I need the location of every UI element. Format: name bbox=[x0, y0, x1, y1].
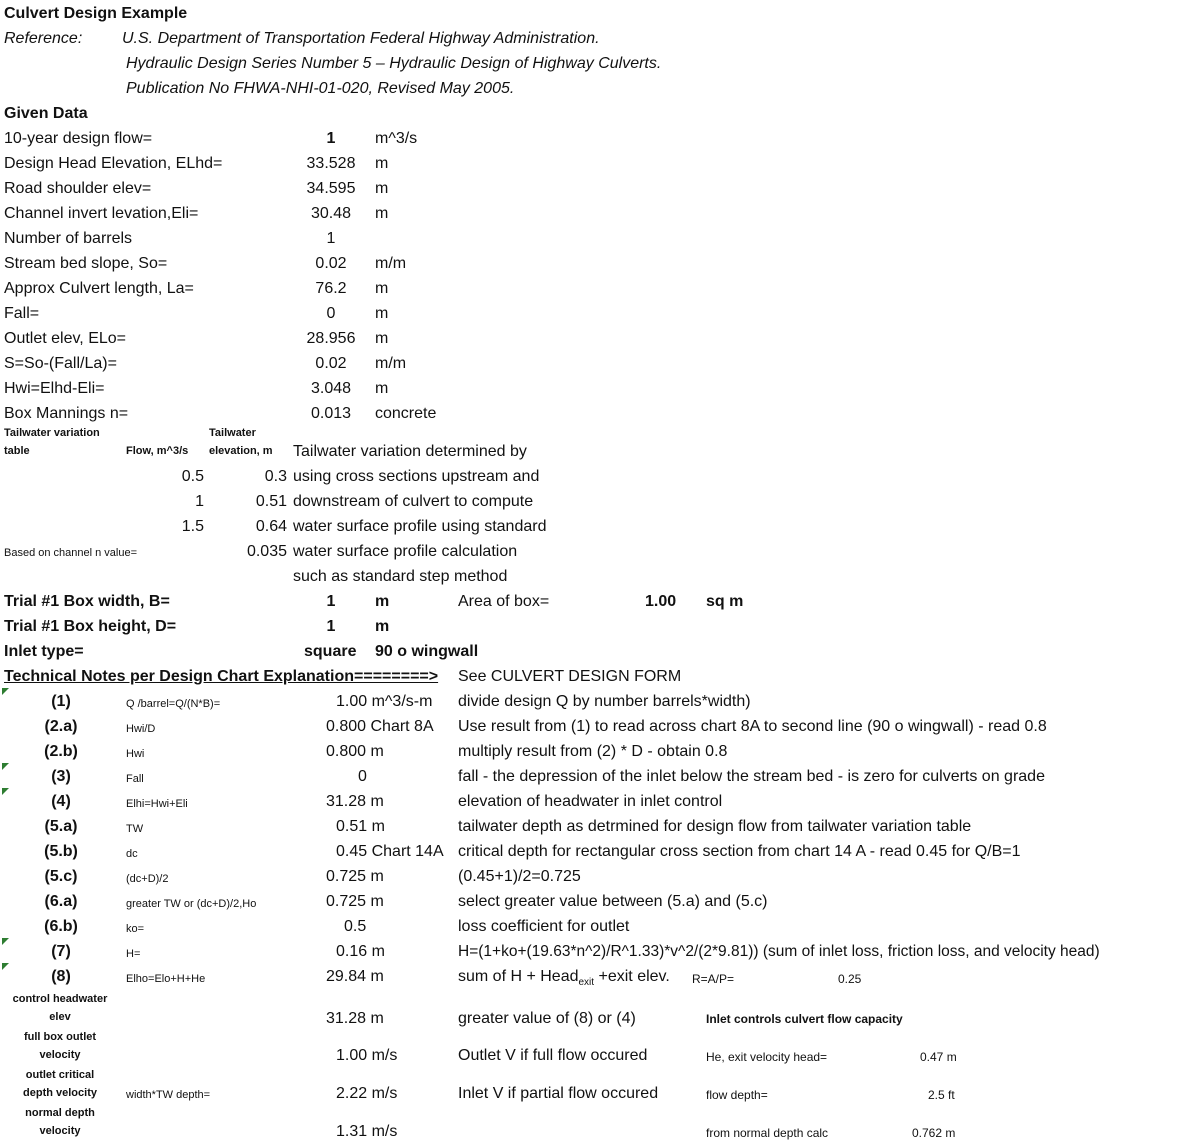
summary-label: control headwater bbox=[12, 993, 108, 1005]
given-unit: m/m bbox=[375, 255, 407, 272]
elev-cell: 0.3 bbox=[264, 468, 287, 485]
reference-label: Reference: bbox=[4, 30, 83, 47]
comment-marker bbox=[2, 788, 9, 795]
given-label: Fall= bbox=[4, 305, 40, 322]
step-value: 0 bbox=[358, 768, 367, 785]
summary-value: 2.22 m/s bbox=[336, 1085, 398, 1102]
step-formula: greater TW or (dc+D)/2,Ho bbox=[126, 898, 257, 910]
summary-label: outlet critical bbox=[25, 1069, 95, 1081]
step-description: tailwater depth as detrmined for design flow from tailwater variation table bbox=[458, 818, 972, 835]
summary-note-value: 0.47 m bbox=[920, 1050, 957, 1064]
step-value: 0.45 Chart 14A bbox=[336, 843, 444, 860]
given-unit: m bbox=[375, 330, 389, 347]
step-value: 0.725 m bbox=[326, 868, 384, 885]
given-value: 0.02 bbox=[315, 355, 347, 372]
design-form-ref: See CULVERT DESIGN FORM bbox=[458, 668, 682, 685]
summary-note: flow depth= bbox=[706, 1088, 768, 1102]
given-unit: m bbox=[375, 380, 389, 397]
summary-value: 31.28 m bbox=[326, 1010, 384, 1027]
given-unit: m bbox=[375, 305, 389, 322]
summary-formula: width*TW depth= bbox=[126, 1089, 211, 1101]
step-description: Use result from (1) to read across chart 8A to second line (90 o wingwall) - read 0.8 bbox=[458, 718, 1047, 735]
step-value: 0.16 m bbox=[336, 943, 385, 960]
step-formula: Elhi=Hwi+Eli bbox=[126, 798, 188, 810]
elev-cell: 0.64 bbox=[255, 518, 287, 535]
tech-notes-heading: Technical Notes per Design Chart Explanation========> bbox=[4, 668, 439, 685]
step-number: (8) bbox=[51, 968, 71, 985]
given-unit: m^3/s bbox=[375, 130, 418, 147]
given-label: Approx Culvert length, La= bbox=[4, 280, 194, 297]
elevation-col-header: elevation, m bbox=[209, 445, 273, 457]
page-title: Culvert Design Example bbox=[4, 5, 188, 22]
tailwater-label: Tailwater variation bbox=[4, 427, 100, 439]
step-formula: Elho=Elo+H+He bbox=[126, 973, 206, 985]
step-description: fall - the depression of the inlet below the stream bed - is zero for culverts on grade bbox=[458, 768, 1045, 785]
step-formula: TW bbox=[126, 823, 144, 835]
step-description: divide design Q by number barrels*width) bbox=[458, 693, 751, 710]
given-value: 76.2 bbox=[315, 280, 347, 297]
step-value: 0.800 Chart 8A bbox=[326, 718, 434, 735]
step-formula: Fall bbox=[126, 773, 144, 785]
inlet-type-desc: 90 o wingwall bbox=[375, 643, 479, 660]
tailwater-note: downstream of culvert to compute bbox=[293, 493, 534, 510]
given-value: 30.48 bbox=[310, 205, 352, 222]
summary-label-2: velocity bbox=[39, 1125, 81, 1137]
step-description: elevation of headwater in inlet control bbox=[458, 793, 723, 810]
step-number: (1) bbox=[51, 693, 71, 710]
given-label: Box Mannings n= bbox=[4, 405, 129, 422]
tailwater-note: water surface profile using standard bbox=[293, 518, 547, 535]
summary-note: Inlet controls culvert flow capacity bbox=[706, 1012, 903, 1026]
step-formula: (dc+D)/2 bbox=[126, 873, 169, 885]
step-value: 0.800 m bbox=[326, 743, 384, 760]
step-number: (2.a) bbox=[44, 718, 78, 735]
comment-marker bbox=[2, 963, 9, 970]
step-formula: Hwi bbox=[126, 748, 145, 760]
given-value: 34.595 bbox=[306, 180, 356, 197]
step-number: (5.b) bbox=[44, 843, 78, 860]
comment-marker bbox=[2, 763, 9, 770]
given-label: Design Head Elevation, ELhd= bbox=[4, 155, 223, 172]
step-formula: H= bbox=[126, 948, 141, 960]
given-value: 3.048 bbox=[310, 380, 352, 397]
step-description: (0.45+1)/2=0.725 bbox=[458, 868, 581, 885]
step-description bbox=[458, 969, 670, 988]
summary-label: normal depth bbox=[25, 1107, 95, 1119]
given-value: 1 bbox=[326, 130, 336, 147]
summary-label-2: elev bbox=[49, 1011, 71, 1023]
box-height-label: Trial #1 Box height, D= bbox=[4, 618, 177, 635]
flow-cell: 1 bbox=[195, 493, 204, 510]
reference-line-1: U.S. Department of Transportation Federal Highway Administration. bbox=[122, 30, 600, 47]
step-description: critical depth for rectangular cross section from chart 14 A - read 0.45 for Q/B=1 bbox=[458, 843, 1021, 860]
tailwater-note: Tailwater variation determined by bbox=[293, 443, 527, 460]
given-label: Outlet elev, ELo= bbox=[4, 330, 126, 347]
step-number: (3) bbox=[51, 768, 71, 785]
box-height-value: 1 bbox=[326, 618, 336, 635]
given-value: 0.02 bbox=[315, 255, 347, 272]
channel-n-label: Based on channel n value= bbox=[4, 547, 138, 559]
box-width-unit: m bbox=[375, 593, 390, 610]
given-label: Stream bed slope, So= bbox=[4, 255, 168, 272]
step-description-b: +exit elev. bbox=[594, 968, 670, 985]
r-label: R=A/P= bbox=[692, 972, 735, 986]
summary-value: 1.31 m/s bbox=[336, 1123, 398, 1140]
step-number: (6.b) bbox=[44, 918, 78, 935]
given-label: 10-year design flow= bbox=[4, 130, 153, 147]
summary-note: He, exit velocity head= bbox=[706, 1050, 828, 1064]
step-formula: Hwi/D bbox=[126, 723, 156, 735]
given-label: Channel invert levation,Eli= bbox=[4, 205, 199, 222]
given-unit: m bbox=[375, 205, 389, 222]
given-value: 28.956 bbox=[306, 330, 356, 347]
area-label: Area of box= bbox=[458, 593, 550, 610]
step-description: H=(1+ko+(19.63*n^2)/R^1.33)*v^2/(2*9.81)) (sum of inlet loss, friction loss, and velocity head) bbox=[458, 943, 1100, 960]
given-value: 33.528 bbox=[306, 155, 356, 172]
step-number: (7) bbox=[51, 943, 71, 960]
tailwater-col-header: Tailwater bbox=[209, 427, 256, 439]
given-unit: m/m bbox=[375, 355, 407, 372]
step-number: (2.b) bbox=[44, 743, 78, 760]
flow-cell: 0.5 bbox=[181, 468, 204, 485]
summary-value: 1.00 m/s bbox=[336, 1047, 398, 1064]
area-value: 1.00 bbox=[645, 593, 677, 610]
step-value: 0.5 bbox=[344, 918, 367, 935]
given-data-heading: Given Data bbox=[4, 105, 88, 122]
summary-note-value: 2.5 ft bbox=[928, 1088, 955, 1102]
comment-marker bbox=[2, 688, 9, 695]
given-label: Hwi=Elhd-Eli= bbox=[4, 380, 105, 397]
box-height-unit: m bbox=[375, 618, 390, 635]
inlet-type-label: Inlet type= bbox=[4, 643, 84, 660]
given-label: Road shoulder elev= bbox=[4, 180, 152, 197]
flow-cell: 1.5 bbox=[181, 518, 204, 535]
step-value: 29.84 m bbox=[326, 968, 384, 985]
elev-cell: 0.51 bbox=[255, 493, 287, 510]
step-description-a: sum of H + Head bbox=[458, 968, 579, 985]
given-label: S=So-(Fall/La)= bbox=[4, 355, 117, 372]
area-unit: sq m bbox=[706, 593, 744, 610]
given-value: 0 bbox=[326, 305, 336, 322]
step-value: 0.51 m bbox=[336, 818, 385, 835]
tailwater-label-2: table bbox=[4, 445, 30, 457]
step-number: (4) bbox=[51, 793, 71, 810]
step-formula: ko= bbox=[126, 923, 145, 935]
given-label: Number of barrels bbox=[4, 230, 133, 247]
summary-description: Outlet V if full flow occured bbox=[458, 1047, 648, 1064]
step-formula: Q /barrel=Q/(N*B)= bbox=[126, 698, 221, 710]
summary-description: Inlet V if partial flow occured bbox=[458, 1085, 659, 1102]
step-number: (6.a) bbox=[44, 893, 78, 910]
step-description: select greater value between (5.a) and (5.c) bbox=[458, 893, 768, 910]
channel-n-value: 0.035 bbox=[246, 543, 287, 560]
given-value: 1 bbox=[326, 230, 336, 247]
reference-line-3: Publication No FHWA-NHI-01-020, Revised May 2005. bbox=[126, 80, 515, 97]
tailwater-note: such as standard step method bbox=[293, 568, 508, 585]
given-unit: m bbox=[375, 180, 389, 197]
given-unit: m bbox=[375, 280, 389, 297]
step-description: multiply result from (2) * D - obtain 0.8 bbox=[458, 743, 728, 760]
step-formula: dc bbox=[126, 848, 138, 860]
reference-line-2: Hydraulic Design Series Number 5 – Hydraulic Design of Highway Culverts. bbox=[126, 55, 662, 72]
summary-label: full box outlet bbox=[23, 1031, 97, 1043]
tailwater-note: using cross sections upstream and bbox=[293, 468, 540, 485]
step-description-sub: exit bbox=[578, 977, 595, 989]
summary-label-2: velocity bbox=[39, 1049, 81, 1061]
step-description: loss coefficient for outlet bbox=[458, 918, 630, 935]
box-width-value: 1 bbox=[326, 593, 336, 610]
step-value: 1.00 m^3/s-m bbox=[336, 693, 433, 710]
given-unit: m bbox=[375, 155, 389, 172]
step-value: 31.28 m bbox=[326, 793, 384, 810]
given-unit: concrete bbox=[375, 405, 437, 422]
step-number: (5.a) bbox=[44, 818, 78, 835]
tailwater-note: water surface profile calculation bbox=[293, 543, 518, 560]
summary-note: from normal depth calc bbox=[706, 1126, 829, 1140]
r-value: 0.25 bbox=[838, 972, 862, 986]
box-width-label: Trial #1 Box width, B= bbox=[4, 593, 170, 610]
step-value: 0.725 m bbox=[326, 893, 384, 910]
step-number: (5.c) bbox=[44, 868, 78, 885]
comment-marker bbox=[2, 938, 9, 945]
flow-col-header: Flow, m^3/s bbox=[126, 445, 189, 457]
given-value: 0.013 bbox=[310, 405, 352, 422]
summary-label-2: depth velocity bbox=[23, 1087, 97, 1099]
summary-note-value: 0.762 m bbox=[912, 1126, 956, 1140]
summary-description: greater value of (8) or (4) bbox=[458, 1010, 636, 1027]
inlet-type-value: square bbox=[304, 643, 357, 660]
